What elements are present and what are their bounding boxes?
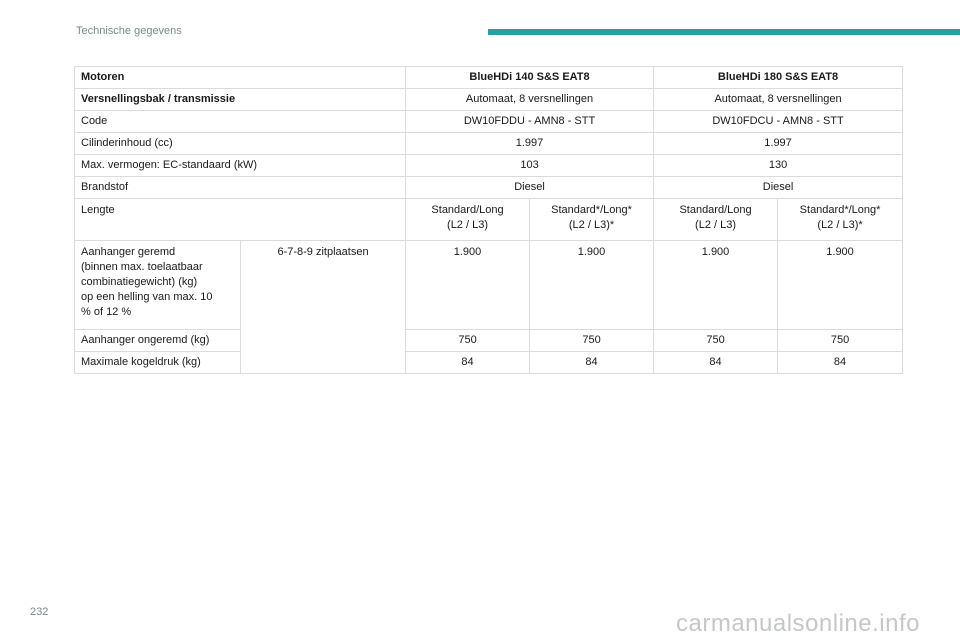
row-label-unbraked-trailer: Aanhanger ongeremd (kg) — [75, 330, 241, 352]
length-1-line1: Standard/Long — [431, 204, 504, 216]
cell-code-140: DW10FDDU - AMN8 - STT — [406, 111, 654, 133]
table-row — [75, 241, 903, 330]
cell-fuel-140: Diesel — [406, 177, 654, 199]
header-engine-140: BlueHDi 140 S&S EAT8 — [406, 67, 654, 89]
cell-displacement-180: 1.997 — [654, 133, 903, 155]
cell-nose-2: 84 — [530, 352, 654, 374]
table-row — [75, 155, 903, 177]
row-label-displacement: Cilinderinhoud (cc) — [75, 133, 406, 155]
length-2-line1: Standard*/Long* — [551, 204, 632, 216]
cell-braked-3: 1.900 — [654, 241, 778, 330]
section-title: Technische gegevens — [76, 25, 182, 37]
cell-power-180: 130 — [654, 155, 903, 177]
cell-seats: 6-7-8-9 zitplaatsen — [241, 241, 406, 374]
header-engine-180: BlueHDi 180 S&S EAT8 — [654, 67, 903, 89]
cell-displacement-140: 1.997 — [406, 133, 654, 155]
watermark: carmanualsonline.info — [676, 610, 920, 637]
row-label-nose-weight: Maximale kogeldruk (kg) — [75, 352, 241, 374]
length-3-line1: Standard/Long — [679, 204, 752, 216]
row-label-code: Code — [75, 111, 406, 133]
cell-braked-4: 1.900 — [778, 241, 903, 330]
braked-label-line3: combinatiegewicht) (kg) — [81, 276, 198, 288]
length-4-line2: (L2 / L3)* — [817, 219, 863, 231]
table-row — [75, 330, 903, 352]
cell-unbraked-3: 750 — [654, 330, 778, 352]
table-row — [75, 199, 903, 241]
length-2-line2: (L2 / L3)* — [568, 219, 615, 231]
row-label-gearbox: Versnellingsbak / transmissie — [75, 89, 406, 111]
cell-power-140: 103 — [406, 155, 654, 177]
cell-unbraked-4: 750 — [778, 330, 903, 352]
cell-length-3 — [654, 199, 778, 241]
table-row — [75, 177, 903, 199]
cell-braked-1: 1.900 — [406, 241, 530, 330]
row-label-power: Max. vermogen: EC-standaard (kW) — [75, 155, 406, 177]
table-row — [75, 352, 903, 374]
braked-label-line5: % of 12 % — [81, 306, 132, 318]
cell-nose-1: 84 — [406, 352, 530, 374]
cell-braked-2: 1.900 — [530, 241, 654, 330]
cell-unbraked-2: 750 — [530, 330, 654, 352]
braked-label-line2: (binnen max. toelaatbaar — [81, 261, 203, 273]
length-4-line1: Standard*/Long* — [799, 204, 881, 216]
table-row — [75, 89, 903, 111]
cell-gearbox-140: Automaat, 8 versnellingen — [406, 89, 654, 111]
cell-gearbox-180: Automaat, 8 versnellingen — [654, 89, 903, 111]
engine-specs-table — [74, 66, 903, 374]
row-label-fuel: Brandstof — [75, 177, 406, 199]
header-motoren: Motoren — [75, 67, 406, 89]
row-label-length: Lengte — [75, 199, 406, 241]
page-number: 232 — [30, 606, 49, 618]
row-label-braked-trailer — [75, 241, 241, 330]
cell-length-1 — [406, 199, 530, 241]
cell-length-2 — [530, 199, 654, 241]
table-row — [75, 133, 903, 155]
header-accent-bar — [488, 29, 960, 35]
table-header-row — [75, 67, 903, 89]
cell-nose-4: 84 — [778, 352, 903, 374]
table-row — [75, 111, 903, 133]
braked-label-line1: Aanhanger geremd — [81, 246, 176, 258]
cell-nose-3: 84 — [654, 352, 778, 374]
cell-code-180: DW10FDCU - AMN8 - STT — [654, 111, 903, 133]
cell-fuel-180: Diesel — [654, 177, 903, 199]
cell-length-4 — [778, 199, 903, 241]
cell-unbraked-1: 750 — [406, 330, 530, 352]
braked-label-line4: op een helling van max. 10 — [81, 291, 213, 303]
length-1-line2: (L2 / L3) — [447, 219, 488, 231]
length-3-line2: (L2 / L3) — [695, 219, 737, 231]
